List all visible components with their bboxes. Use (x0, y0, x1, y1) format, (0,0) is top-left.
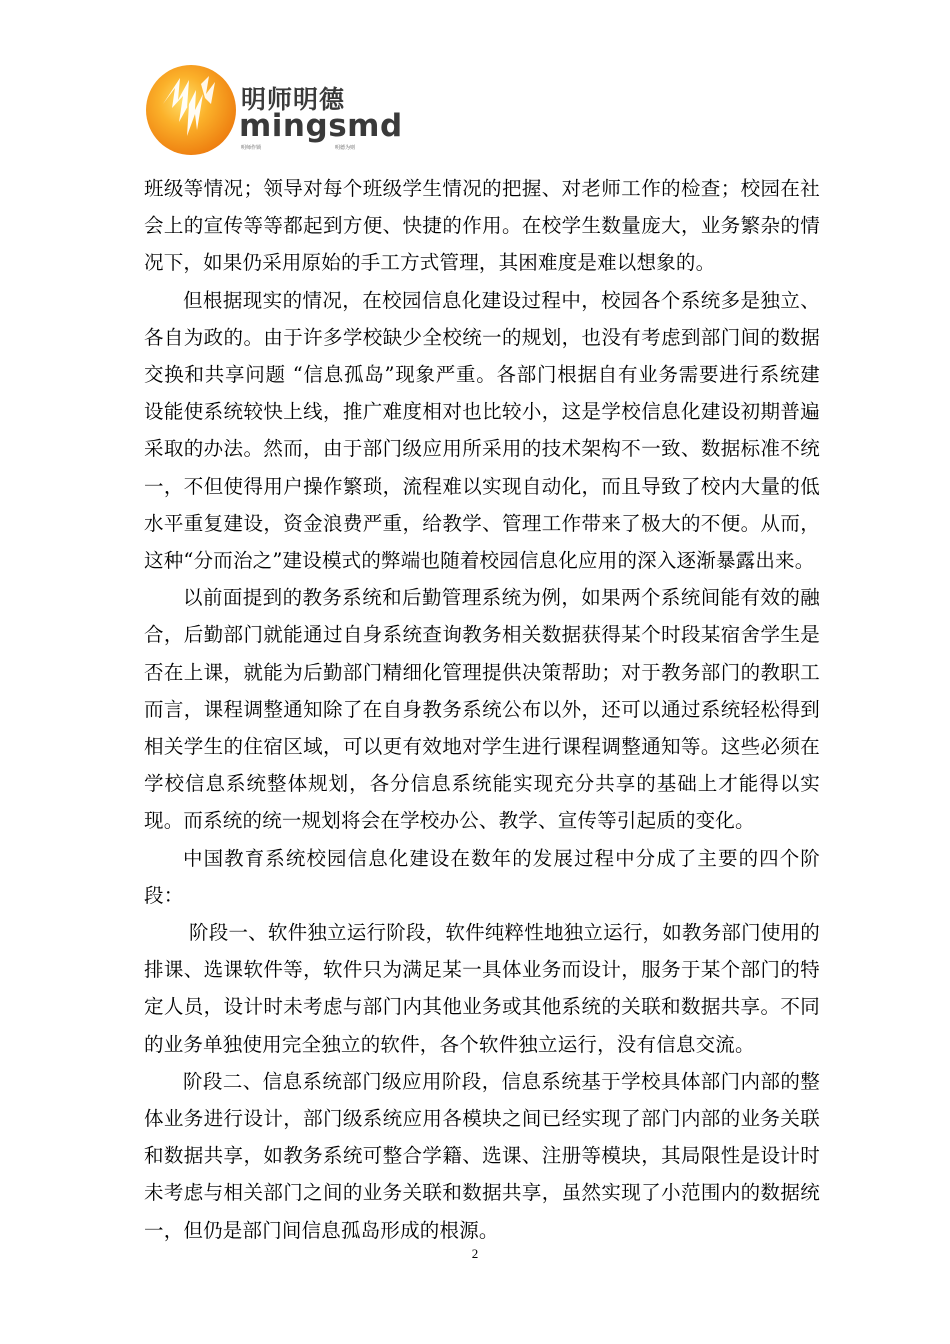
document-body (144, 170, 820, 1249)
logo-chinese-name: 明师明德 (241, 85, 346, 114)
page-number: 2 (471, 1246, 479, 1261)
paragraph-four-stages-intro: 中国教育系统校园信息化建设在数年的发展过程中分成了主要的四个阶段： (144, 846, 820, 907)
paragraph-stage-two: 阶段二、信息系统部门级应用阶段，信息系统基于学校具体部门内部的整体业务进行设计，部门级系统应用各模块之间已经实现了部门内部的业务关联和数据共享，如教务系统可整合学籍、选课、注册等模块，其局限性是设计时未考虑与相关部门之间的业务关联和数据共享，虽然实现了小范围内的数据统一，但仍是部门间信息孤岛形成的根源。 (144, 1069, 820, 1242)
sun-lightning-logo-icon (145, 64, 237, 156)
paragraph-information-islands: 但根据现实的情况，在校园信息化建设过程中，校园各个系统多是独立、各自为政的。由于许多学校缺少全校统一的规划，也没有考虑到部门间的数据交换和共享问题 “信息孤岛”现象严重。各部门根据自有业务需要进行系统建设能使系统较快上线，推广难度相对也比较小，这是学校信息化建设初期普遍采取的办法。然而，由于部门级应用所采用的技术架构不一致、数据标准不统一，不但使得用户操作繁琐，流程难以实现自动化，而且导致了校内大量的低水平重复建设，资金浪费严重，给教学、管理工作带来了极大的不便。从而，这种“分而治之”建设模式的弊端也随着校园信息化应用的深入逐渐暴露出来。 (144, 288, 820, 573)
paragraph-stage-one: 阶段一、软件独立运行阶段，软件纯粹性地独立运行，如教务部门使用的排课、选课软件等，软件只为满足某一具体业务而设计，服务于某个部门的特定人员，设计时未考虑与部门内其他业务或其他系统的关联和数据共享。不同的业务单独使用完全独立的软件，各个软件独立运行，没有信息交流。 (144, 921, 820, 1056)
paragraph-system-integration-example: 以前面提到的教务系统和后勤管理系统为例，如果两个系统间能有效的融合，后勤部门就能通过自身系统查询教务相关数据获得某个时段某宿舍学生是否在上课，就能为后勤部门精细化管理提供决策帮助；对于教务部门的教职工而言，课程调整通知除了在自身教务系统公布以外，还可以通过系统轻松得到相关学生的住宿区域，可以更有效地对学生进行课程调整通知等。这些必须在学校信息系统整体规划，各分信息系统能实现充分共享的基础上才能得以实现。而系统的统一规划将会在学校办公、教学、宣传等引起质的变化。 (144, 586, 820, 833)
brand-logo (145, 64, 405, 156)
logo-tagline (241, 144, 355, 151)
logo-tagline-left: 明师作锁 (241, 145, 262, 151)
logo-tagline-right: 明德为则 (334, 145, 355, 151)
logo-english-name: mingsmd (239, 108, 403, 144)
paragraph-continuation: 班级等情况；领导对每个班级学生情况的把握、对老师工作的检查；校园在社会上的宣传等等都起到方便、快捷的作用。在校学生数量庞大，业务繁杂的情况下，如果仍采用原始的手工方式管理，其困难度是难以想象的。 (144, 177, 820, 275)
